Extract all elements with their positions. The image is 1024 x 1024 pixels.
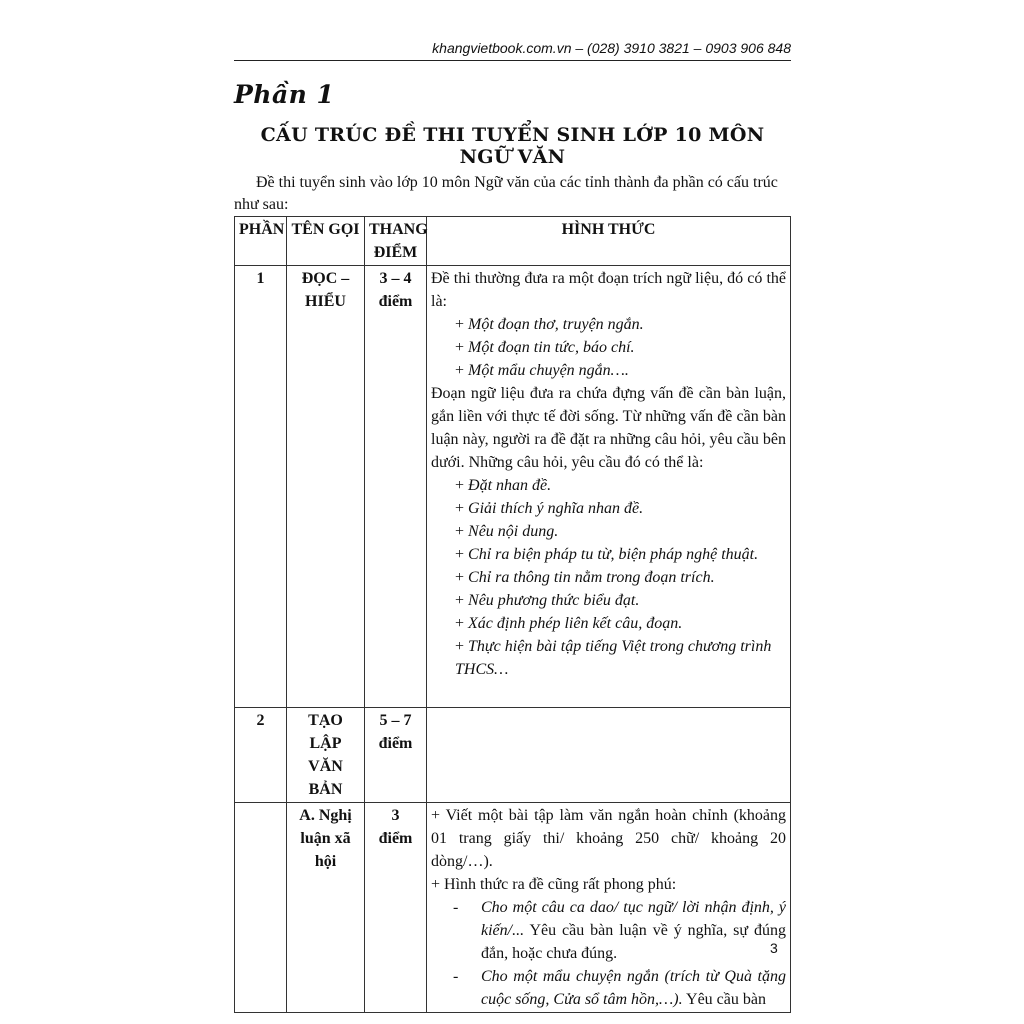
row3-ten-goi: A. Nghị luận xã hội — [287, 803, 365, 1013]
list-item: + Chỉ ra thông tin nằm trong đoạn trích. — [455, 569, 715, 586]
list-item: + Một mẩu chuyện ngắn…. — [455, 362, 629, 379]
row3-hinh-thuc — [427, 803, 791, 1013]
row1-thang-diem: 3 – 4 điểm — [365, 266, 427, 708]
row1-hinh-thuc — [427, 266, 791, 708]
page-number: 3 — [770, 940, 778, 956]
page-header — [234, 40, 791, 61]
list-item: - Cho một mẩu chuyện ngắn (trích từ Quà tặng cuộc sống, Cửa sổ tâm hồn,…). Yêu cầu bàn — [453, 968, 786, 1008]
list-item: + Đặt nhan đề. — [455, 477, 552, 494]
list-item: + Nêu phương thức biểu đạt. — [455, 592, 640, 609]
list-item: + Xác định phép liên kết câu, đoạn. — [455, 615, 683, 632]
row1-middle: Đoạn ngữ liệu đưa ra chứa đựng vấn đề cần bàn luận, gắn liền với thực tế đời sống. Từ những vấn đề cần bàn luận này, người ra đề đặt ra những câu hỏi, yêu cầu bên dưới. Những câu hỏi, yêu cầu đó có thể là: — [431, 385, 786, 471]
row1-phan: 1 — [235, 266, 287, 708]
list-item: - Cho một câu ca dao/ tục ngữ/ lời nhận định, ý kiến/... Yêu cầu bàn luận về ý nghĩa, sự đúng đắn, hoặc chưa đúng. — [453, 899, 786, 962]
header-thang-diem: THANG ĐIỂM — [365, 217, 427, 266]
list-item: + Một đoạn thơ, truyện ngắn. — [455, 316, 644, 333]
table-row — [235, 708, 791, 803]
row1-intro: Đề thi thường đưa ra một đoạn trích ngữ liệu, đó có thể là: — [431, 270, 786, 310]
part-title: Phần 1 — [234, 80, 335, 109]
header-phan: PHẦN — [235, 217, 287, 266]
table-row — [235, 803, 791, 1013]
list-item: + Chỉ ra biện pháp tu từ, biện pháp nghệ thuật. — [455, 546, 759, 563]
row2-phan: 2 — [235, 708, 287, 803]
row2-hinh-thuc — [427, 708, 791, 803]
list-item: + Giải thích ý nghĩa nhan đề. — [455, 500, 644, 517]
list-item: + Một đoạn tin tức, báo chí. — [455, 339, 635, 356]
main-title: CẤU TRÚC ĐỀ THI TUYỂN SINH LỚP 10 MÔN NGỮ VĂN — [260, 124, 765, 168]
list-item: + Nêu nội dung. — [455, 523, 559, 540]
row3-line2: + Hình thức ra đề cũng rất phong phú: — [431, 876, 677, 893]
table-row — [235, 266, 791, 708]
table-header-row — [235, 217, 791, 266]
row1-ten-goi: ĐỌC – HIỂU — [287, 266, 365, 708]
row3-phan — [235, 803, 287, 1013]
intro-paragraph: Đề thi tuyển sinh vào lớp 10 môn Ngữ văn của các tỉnh thành đa phần có cấu trúc như sau: — [234, 174, 778, 213]
header-ten-goi: TÊN GỌI — [287, 217, 365, 266]
row3-line1: + Viết một bài tập làm văn ngắn hoàn chỉnh (khoảng 01 trang giấy thi/ khoảng 250 chữ/ khoảng 20 dòng/…). — [431, 807, 786, 870]
header-contact: khangvietbook.com.vn – (028) 3910 3821 – 0903 906 848 — [432, 40, 791, 56]
structure-table — [234, 216, 791, 1013]
header-hinh-thuc: HÌNH THỨC — [427, 217, 791, 266]
row3-thang-diem: 3 điểm — [365, 803, 427, 1013]
row2-ten-goi: TẠO LẬP VĂN BẢN — [287, 708, 365, 803]
list-item: + Thực hiện bài tập tiếng Việt trong chương trình THCS… — [455, 638, 772, 678]
row2-thang-diem: 5 – 7 điểm — [365, 708, 427, 803]
